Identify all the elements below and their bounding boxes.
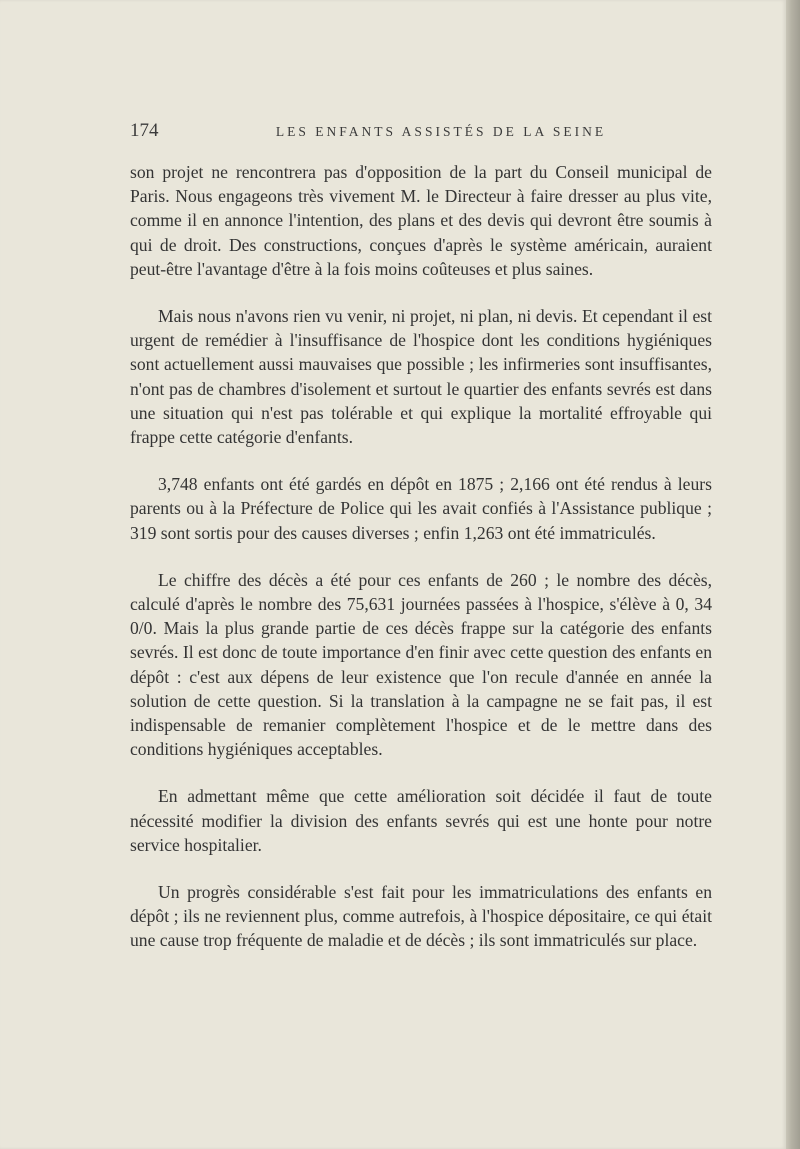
running-title: LES ENFANTS ASSISTÉS DE LA SEINE	[275, 124, 607, 139]
paragraph-2: Mais nous n'avons rien vu venir, ni projet, ni plan, ni devis. Et cependant il est urgent de remédier à l'insuffisance de l'hospice dont les conditions hygiéniques sont actuellement aussi mauvaises que possible ; les infirmeries sont insuffisantes, n'ont pas de chambres d'isolement et surtout le quartier des enfants sevrés est dans une situation qui n'est pas tolérable et qui explique la mortalité effroyable qui frappe cette catégorie d'enfants.	[130, 306, 712, 448]
paragraph-1: son projet ne rencontrera pas d'opposition de la part du Conseil municipal de Paris. Nous engageons très vivement M. le Directeur à faire dresser au plus vite, comme il en annonce l'intention, des plans et des devis qui devront être soumis à qui de droit. Des constructions, conçues d'après le système américain, auraient peut-être l'avantage d'être à la fois moins coûteuses et plus saines.	[130, 162, 712, 279]
paragraph-3: 3,748 enfants ont été gardés en dépôt en 1875 ; 2,166 ont été rendus à leurs parents ou à la Préfecture de Police qui les avait confiés à l'Assistance publique ; 319 sont sortis pour des causes diverses ; enfin 1,263 ont été immatriculés.	[130, 474, 712, 543]
body-text	[130, 160, 712, 953]
paragraph-4: Le chiffre des décès a été pour ces enfants de 260 ; le nombre des décès, calculé d'après le nombre des 75,631 journées passées à l'hospice, s'élève à 0, 34 0/0. Mais la plus grande partie de ces décès frappe sur la catégorie des enfants sevrés. Il est donc de toute importance d'en finir avec cette question des enfants en dépôt : c'est aux dépens de leur existence que l'on recule d'année en année la solution de cette question. Si la translation à la campagne ne se fait pas, il est indispensable de remanier complètement l'hospice et de le mettre dans des conditions hygiéniques acceptables.	[130, 569, 712, 760]
page-edge	[786, 0, 800, 1149]
page-header	[130, 120, 712, 146]
paragraph-6: Un progrès considérable s'est fait pour les immatriculations des enfants en dépôt ; ils ne reviennent plus, comme autrefois, à l'hospice dépositaire, ce qui était une cause trop fréquente de maladie et de décès ; ils sont immatriculés sur place.	[130, 882, 712, 951]
page-number: 174	[130, 120, 159, 141]
paragraph-5: En admettant même que cette amélioration soit décidée il faut de toute nécessité modifier la division des enfants sevrés qui est une honte pour notre service hospitalier.	[130, 786, 712, 855]
